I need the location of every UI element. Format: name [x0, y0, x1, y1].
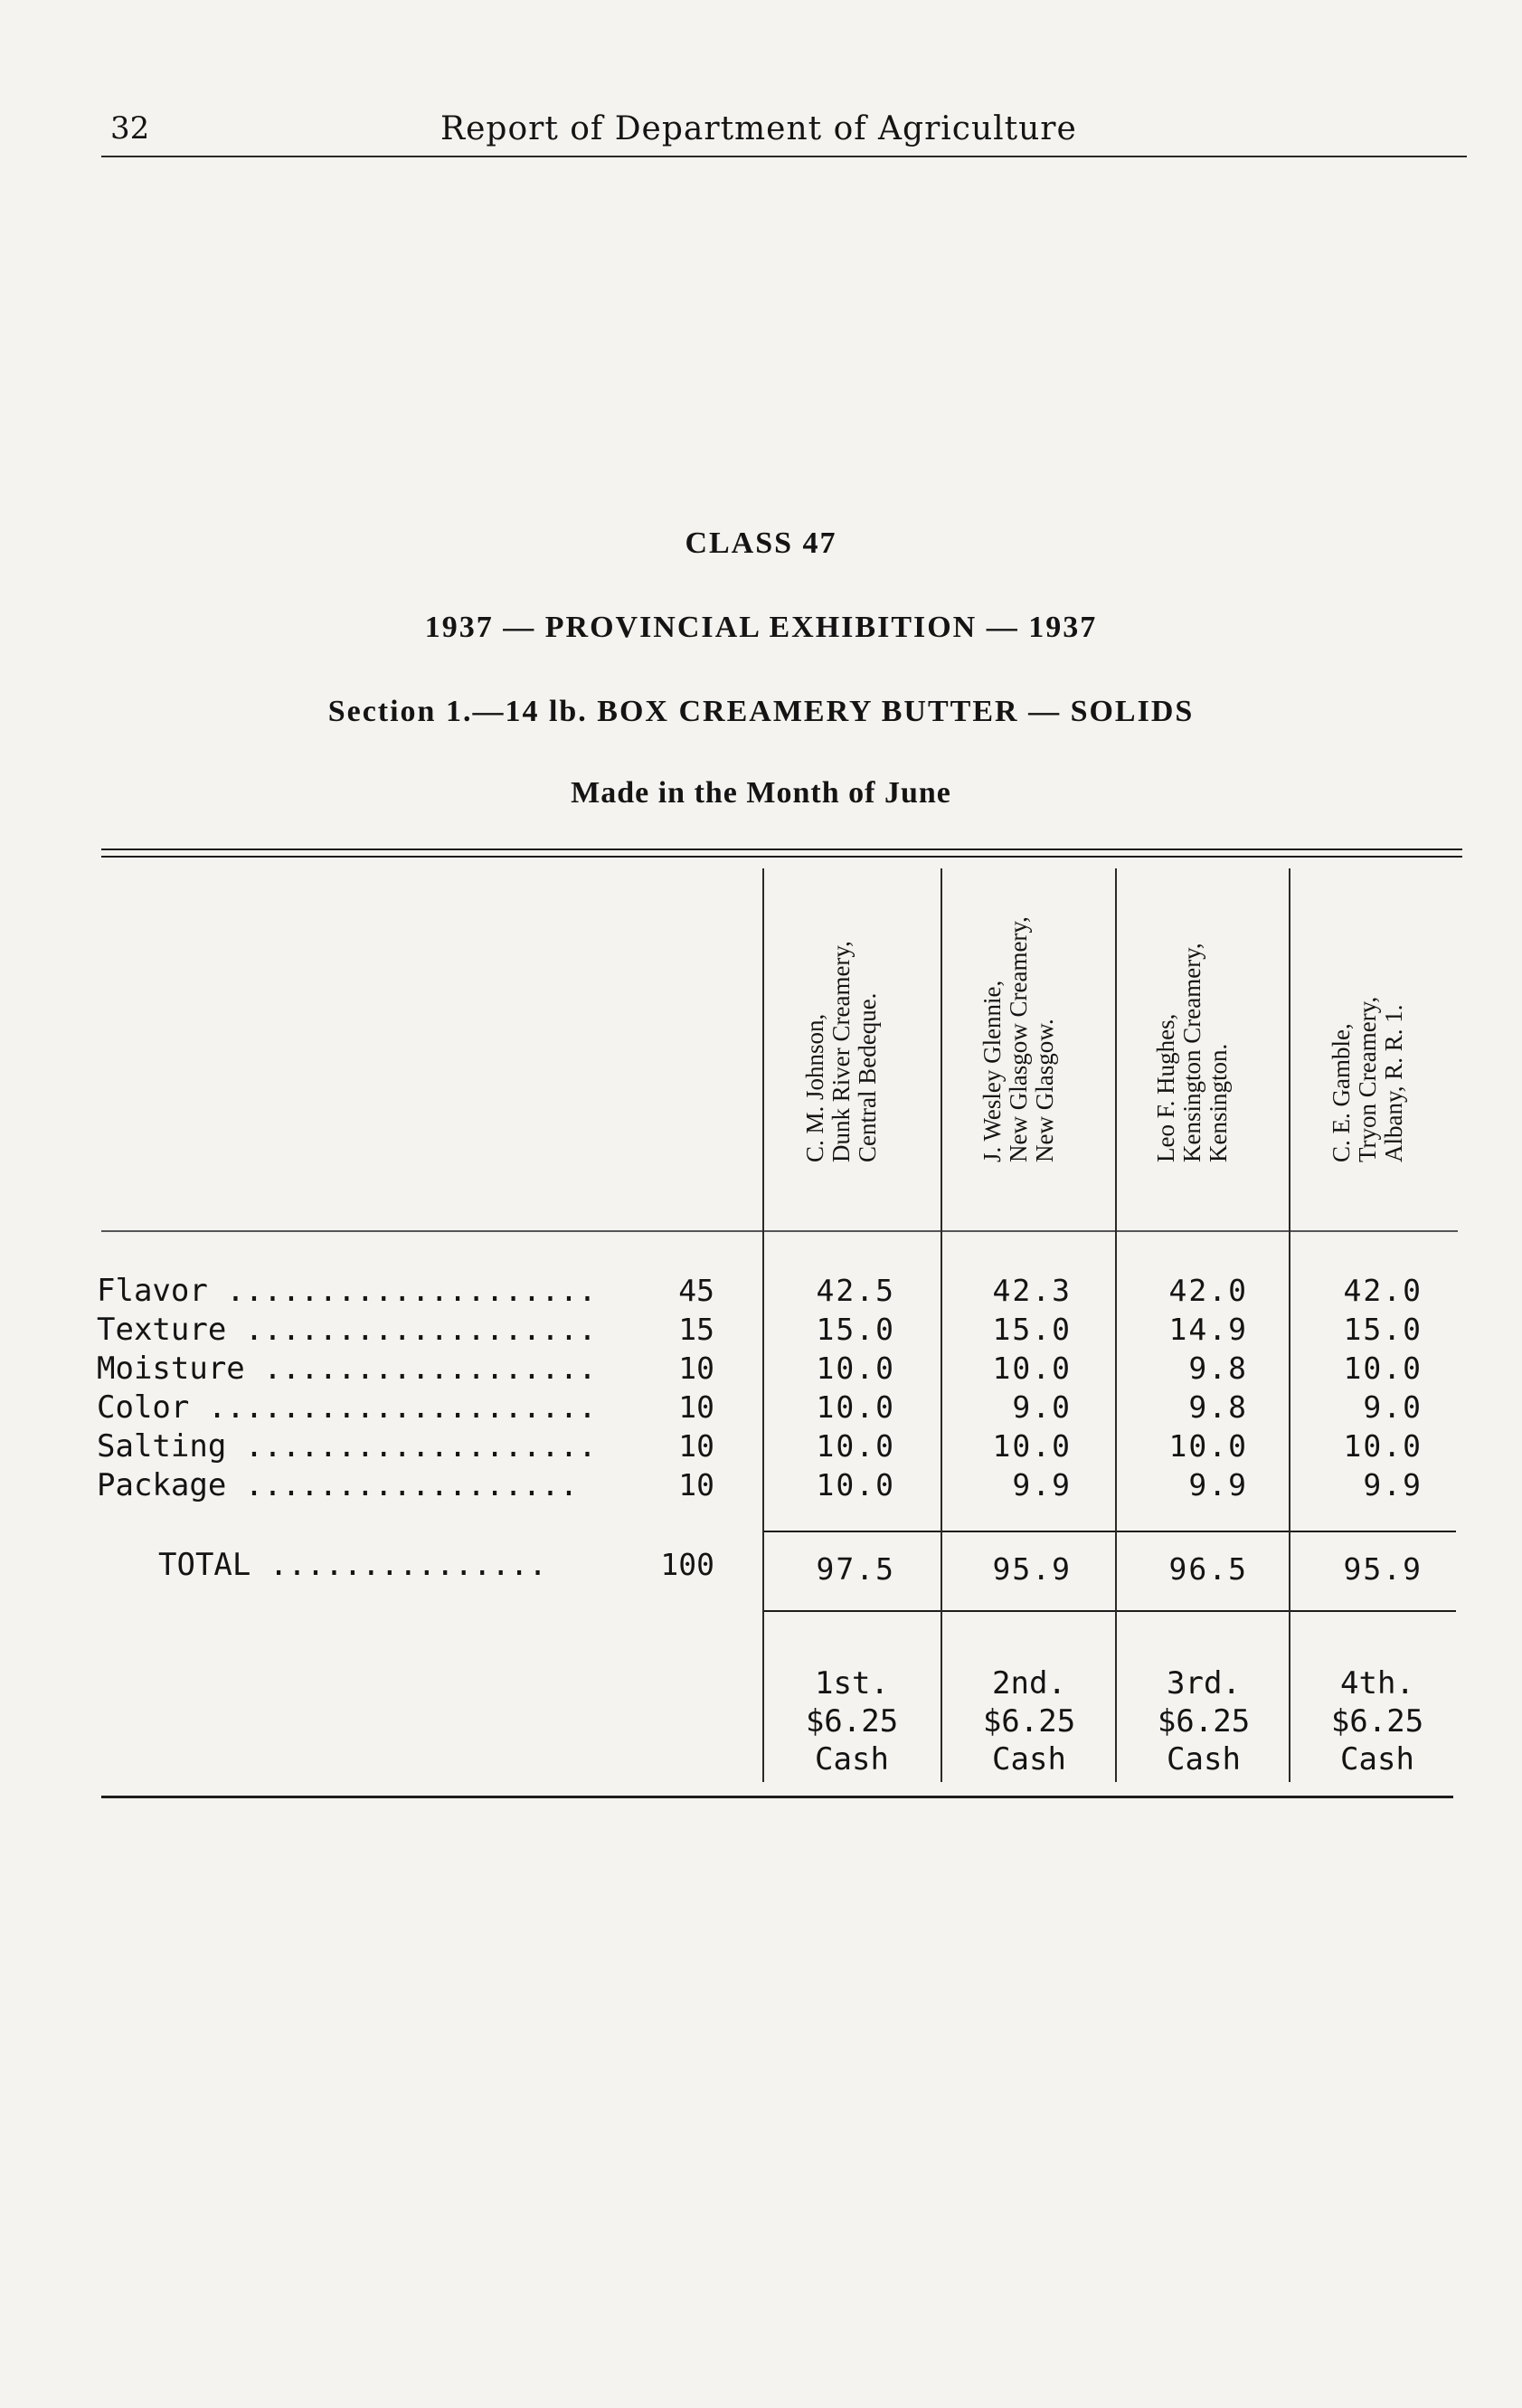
score-cell: 10.0 — [992, 1351, 1072, 1386]
criterion-label: Color ..................... — [97, 1389, 597, 1426]
score-cell: 9.0 — [1012, 1389, 1072, 1425]
score-cell: 42.5 — [816, 1273, 895, 1308]
criterion-label: Moisture .................. — [97, 1351, 597, 1387]
criterion-max: 10 — [678, 1389, 714, 1425]
exhibition-heading: 1937 — PROVINCIAL EXHIBITION — 1937 — [424, 611, 1098, 644]
award-cell: 2nd. $6.25 Cash — [982, 1665, 1076, 1778]
criterion-label: Salting ................... — [97, 1428, 597, 1465]
score-cell: 10.0 — [1343, 1351, 1423, 1386]
class-heading: CLASS 47 — [685, 526, 837, 560]
score-cell: 42.0 — [1343, 1273, 1423, 1308]
score-cell: 15.0 — [816, 1312, 895, 1347]
score-cell: 15.0 — [992, 1312, 1072, 1347]
competitor-header: C. M. Johnson, Dunk River Creamery, Central Bedeque. — [801, 941, 881, 1162]
score-cell: 9.0 — [1363, 1389, 1423, 1425]
award-cell: 4th. $6.25 Cash — [1330, 1665, 1424, 1778]
page-header — [101, 110, 1467, 157]
criterion-max: 10 — [678, 1428, 714, 1464]
total-top-rule — [764, 1531, 1456, 1532]
total-cell: 97.5 — [816, 1551, 895, 1587]
criterion-label: Texture ................... — [97, 1312, 597, 1348]
running-title: Report of Department of Agriculture — [440, 110, 1077, 147]
criterion-max: 10 — [678, 1351, 714, 1386]
competitor-header: J. Wesley Glennie, New Glasgow Creamery, New Glasgow. — [978, 916, 1058, 1162]
score-cell: 9.8 — [1188, 1351, 1248, 1386]
score-cell: 9.9 — [1012, 1467, 1072, 1503]
score-cell: 10.0 — [1343, 1428, 1423, 1464]
criterion-max: 10 — [678, 1467, 714, 1503]
page-number: 32 — [110, 110, 150, 147]
header-bottom-rule — [101, 1230, 1458, 1232]
total-cell: 95.9 — [1343, 1551, 1423, 1587]
score-cell: 10.0 — [816, 1467, 895, 1503]
total-bottom-rule — [764, 1610, 1456, 1612]
criterion-max: 15 — [678, 1312, 714, 1347]
criterion-max: 45 — [678, 1273, 714, 1308]
score-cell: 9.9 — [1188, 1467, 1248, 1503]
award-cell: 1st. $6.25 Cash — [805, 1665, 899, 1778]
score-cell: 42.3 — [992, 1273, 1072, 1308]
table-top-rule — [101, 848, 1462, 850]
award-cell: 3rd. $6.25 Cash — [1157, 1665, 1251, 1778]
score-cell: 9.9 — [1363, 1467, 1423, 1503]
total-max: 100 — [660, 1547, 714, 1582]
table-top-rule-2 — [101, 856, 1462, 858]
score-cell: 10.0 — [816, 1389, 895, 1425]
criterion-label: Package .................. — [97, 1467, 579, 1503]
score-cell: 10.0 — [816, 1351, 895, 1386]
section-heading: Section 1.—14 lb. BOX CREAMERY BUTTER — SOLIDS — [327, 695, 1195, 728]
competitor-header: C. E. Gamble, Tryon Creamery, Albany, R. R. 1. — [1328, 996, 1407, 1162]
score-cell: 9.8 — [1188, 1389, 1248, 1425]
competitor-header: Leo F. Hughes, Kensington Creamery, Kensington. — [1152, 943, 1232, 1162]
score-cell: 10.0 — [816, 1428, 895, 1464]
total-cell: 95.9 — [992, 1551, 1072, 1587]
table-bottom-rule — [101, 1796, 1453, 1798]
total-label: TOTAL ............... — [158, 1547, 547, 1583]
total-cell: 96.5 — [1168, 1551, 1248, 1587]
score-cell: 42.0 — [1168, 1273, 1248, 1308]
month-heading: Made in the Month of June — [571, 776, 951, 810]
score-cell: 10.0 — [1168, 1428, 1248, 1464]
score-cell: 14.9 — [1168, 1312, 1248, 1347]
score-cell: 10.0 — [992, 1428, 1072, 1464]
score-cell: 15.0 — [1343, 1312, 1423, 1347]
criterion-label: Flavor .................... — [97, 1273, 597, 1309]
